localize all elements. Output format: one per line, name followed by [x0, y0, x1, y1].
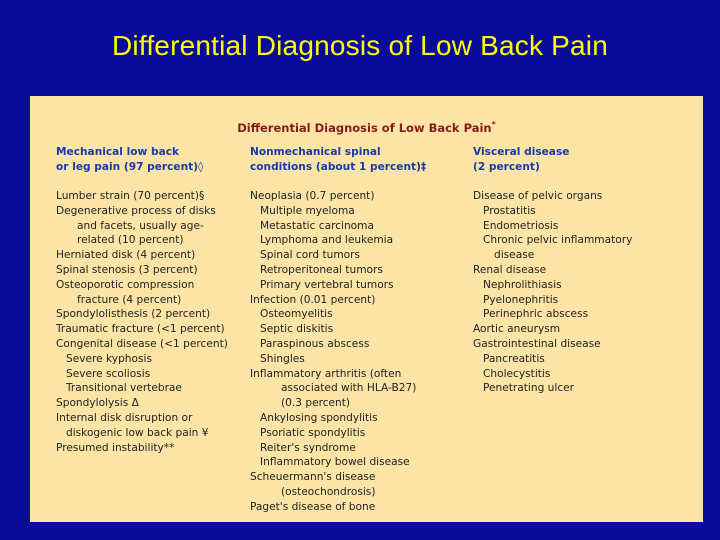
list-item: Chronic pelvic inflammatory: [483, 234, 633, 247]
list-item: Inflammatory arthritis (often: [250, 367, 402, 380]
list-item: Spondylolisthesis (2 percent): [56, 308, 211, 321]
list-item: Osteomyelitis: [260, 308, 333, 321]
list-item: Lymphoma and leukemia: [260, 234, 394, 247]
column-mechanical: [56, 145, 252, 455]
list-item: Shingles: [260, 352, 305, 365]
list-item: Perinephric abscess: [483, 308, 589, 321]
list-item: Scheuermann's disease: [250, 471, 376, 484]
column-lines: [250, 189, 474, 515]
table-title-marker: *: [491, 120, 496, 129]
list-item: (0.3 percent): [281, 397, 351, 410]
list-item: Ankylosing spondylitis: [260, 411, 378, 424]
list-item: Retroperitoneal tumors: [260, 263, 383, 276]
list-item: Inflammatory bowel disease: [260, 456, 410, 469]
column-header-line: Mechanical low back: [56, 146, 180, 158]
column-nonmechanical: [250, 145, 474, 515]
list-item: Endometriosis: [483, 219, 559, 232]
list-item: (osteochondrosis): [281, 485, 376, 498]
list-item: Nephrolithiasis: [483, 278, 562, 291]
list-item: diskogenic low back pain ¥: [66, 426, 209, 439]
list-item: Prostatitis: [483, 204, 536, 217]
list-item: Aortic aneurysm: [473, 323, 561, 336]
list-item: Degenerative process of disks: [56, 204, 216, 217]
column-lines: [56, 189, 252, 455]
list-item: fracture (4 percent): [77, 293, 182, 306]
list-item: Pancreatitis: [483, 352, 545, 365]
list-item: Paget's disease of bone: [250, 500, 376, 513]
column-header-line: conditions (about 1 percent)‡: [250, 161, 427, 173]
list-item: and facets, usually age-: [77, 219, 204, 232]
column-visceral: [473, 145, 693, 396]
list-item: Disease of pelvic organs: [473, 190, 603, 202]
list-item: Septic diskitis: [260, 323, 334, 336]
column-header: [473, 145, 693, 175]
list-item: Primary vertebral tumors: [260, 278, 394, 291]
list-item: Multiple myeloma: [260, 204, 355, 217]
column-header: [56, 145, 252, 175]
list-item: Reiter's syndrome: [260, 441, 356, 454]
list-item: Traumatic fracture (<1 percent): [56, 323, 225, 336]
list-item: Spinal cord tumors: [260, 249, 361, 262]
list-item: Metastatic carcinoma: [260, 219, 374, 232]
column-header-line: or leg pain (97 percent)◊: [56, 161, 204, 173]
list-item: Spinal stenosis (3 percent): [56, 263, 198, 276]
list-item: Lumber strain (70 percent)§: [56, 190, 205, 202]
list-item: related (10 percent): [77, 234, 184, 247]
list-item: Presumed instability**: [56, 441, 175, 454]
list-item: Internal disk disruption or: [56, 411, 193, 424]
table-title: [30, 120, 703, 135]
list-item: Paraspinous abscess: [260, 337, 370, 350]
list-item: Penetrating ulcer: [483, 382, 575, 395]
list-item: Transitional vertebrae: [66, 382, 182, 395]
column-header: [250, 145, 474, 175]
list-item: associated with HLA-B27): [281, 382, 417, 395]
list-item: Psoriatic spondylitis: [260, 426, 366, 439]
list-item: Osteoporotic compression: [56, 278, 195, 291]
list-item: disease: [494, 249, 535, 262]
table-panel: [30, 96, 703, 522]
list-item: Neoplasia (0.7 percent): [250, 190, 375, 202]
list-item: Gastrointestinal disease: [473, 337, 601, 350]
list-item: Infection (0.01 percent): [250, 293, 376, 306]
list-item: Spondylolysis Δ: [56, 397, 139, 410]
list-item: Cholecystitis: [483, 367, 551, 380]
column-header-line: Visceral disease: [473, 146, 570, 158]
column-header-line: Nonmechanical spinal: [250, 146, 381, 158]
list-item: Severe kyphosis: [66, 352, 152, 365]
list-item: Severe scoliosis: [66, 367, 151, 380]
column-header-line: (2 percent): [473, 161, 540, 173]
list-item: Pyelonephritis: [483, 293, 559, 306]
column-lines: [473, 189, 693, 396]
table-title-text: Differential Diagnosis of Low Back Pain: [237, 120, 492, 135]
list-item: Congenital disease (<1 percent): [56, 337, 228, 350]
list-item: Renal disease: [473, 263, 547, 276]
slide-title: Differential Diagnosis of Low Back Pain: [112, 30, 608, 61]
list-item: Herniated disk (4 percent): [56, 249, 196, 262]
